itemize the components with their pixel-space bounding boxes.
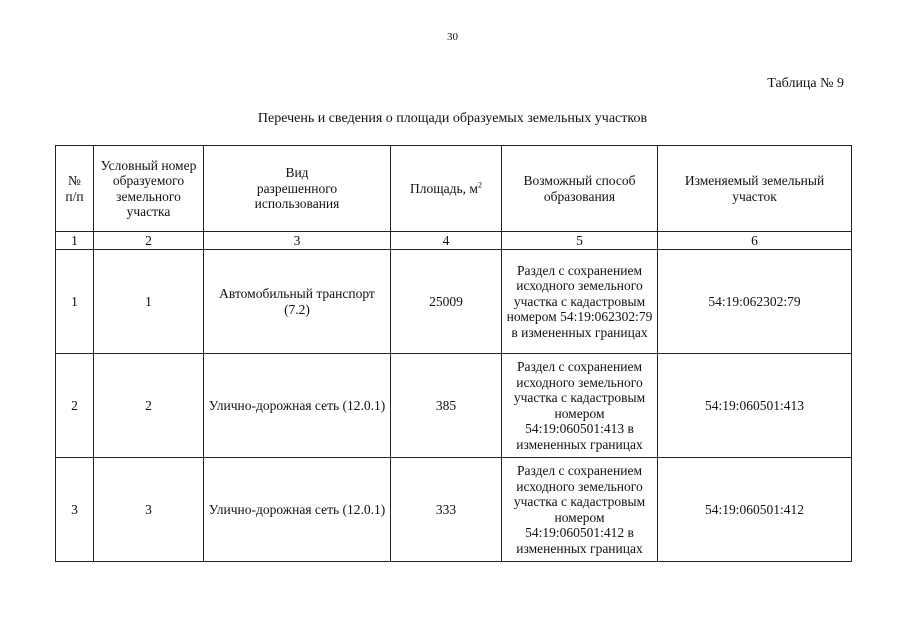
plot-id: 2: [94, 354, 204, 458]
table-row: [56, 458, 852, 562]
plot-id: 3: [94, 458, 204, 562]
header-permitted-use: [204, 146, 391, 232]
changed-plot: 54:19:060501:413: [658, 354, 852, 458]
column-number: 1: [56, 232, 94, 250]
permitted-use: Улично-дорожная сеть (12.0.1): [204, 458, 391, 562]
row-number: 3: [56, 458, 94, 562]
header-changed-plot: Изменяемый земельный участок: [658, 146, 852, 232]
header-area-label: Площадь, м: [410, 180, 478, 196]
formation-method: Раздел с сохранением исходного земельного участка с кадастровым номером 54:19:062302:79 в измененных границах: [502, 250, 658, 354]
header-area: [391, 146, 502, 232]
header-permitted-use-line2: разрешенного: [256, 180, 338, 196]
header-permitted-use-line3: использования: [254, 196, 340, 212]
header-plot-id: Условный номер образуемого земельного участка: [94, 146, 204, 232]
table-label: Таблица № 9: [767, 76, 844, 91]
table-header-row: [56, 146, 852, 232]
row-number: 2: [56, 354, 94, 458]
header-permitted-use-line1: Вид: [285, 165, 309, 181]
column-number: 6: [658, 232, 852, 250]
plot-id: 1: [94, 250, 204, 354]
row-number: 1: [56, 250, 94, 354]
header-area-unit-exponent: 2: [477, 180, 482, 190]
header-formation-method: Возможный способ образования: [502, 146, 658, 232]
formation-method: Раздел с сохранением исходного земельного участка с кадастровым номером 54:19:060501:412 в измененных границах: [502, 458, 658, 562]
column-number-row: [56, 232, 852, 250]
area-value: 385: [391, 354, 502, 458]
column-number: 3: [204, 232, 391, 250]
permitted-use: Улично-дорожная сеть (12.0.1): [204, 354, 391, 458]
column-number: 4: [391, 232, 502, 250]
changed-plot: 54:19:060501:412: [658, 458, 852, 562]
header-number-abbr: п/п: [65, 188, 84, 204]
changed-plot: 54:19:062302:79: [658, 250, 852, 354]
header-number-symbol: №: [68, 173, 81, 188]
area-value: 333: [391, 458, 502, 562]
column-number: 5: [502, 232, 658, 250]
table-title: Перечень и сведения о площади образуемых земельных участков: [257, 111, 648, 126]
permitted-use: Автомобильный транспорт (7.2): [204, 250, 391, 354]
table-row: [56, 250, 852, 354]
page-number: 30: [447, 31, 458, 43]
table-row: [56, 354, 852, 458]
land-plots-table: [55, 145, 852, 562]
formation-method: Раздел с сохранением исходного земельного участка с кадастровым номером 54:19:060501:413 в измененных границах: [502, 354, 658, 458]
area-value: 25009: [391, 250, 502, 354]
header-number: [56, 146, 94, 232]
column-number: 2: [94, 232, 204, 250]
